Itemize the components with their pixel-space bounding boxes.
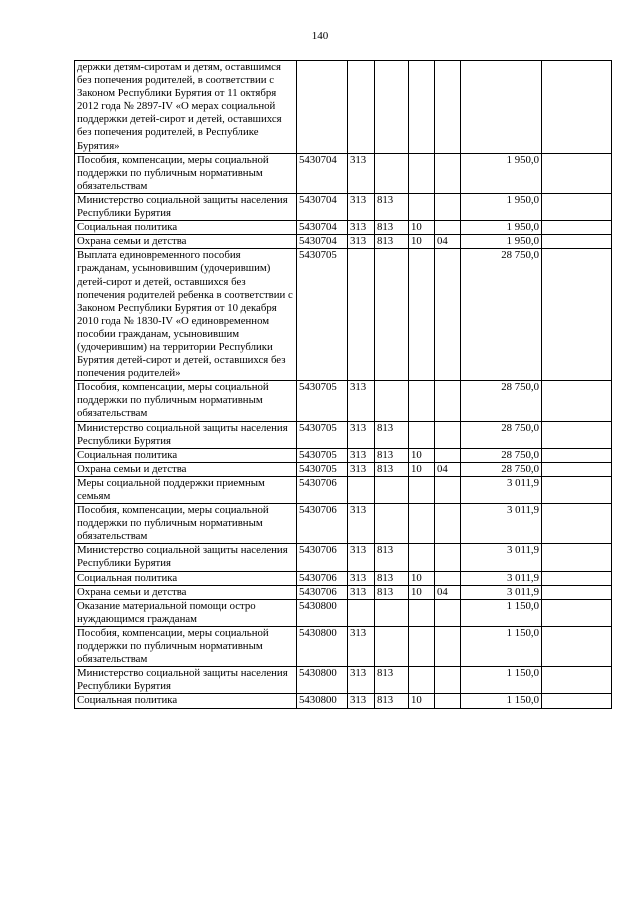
section-cell: 10: [409, 571, 435, 585]
section-cell: [409, 504, 435, 544]
ministry-code-cell: [375, 381, 409, 421]
row-name-cell: Социальная политика: [75, 694, 297, 708]
expense-type-cell: [348, 476, 375, 503]
ministry-code-cell: [375, 504, 409, 544]
expense-type-cell: 313: [348, 421, 375, 448]
ministry-code-cell: [375, 153, 409, 193]
expense-type-cell: 313: [348, 667, 375, 694]
extra-cell: [542, 448, 612, 462]
section-cell: [409, 381, 435, 421]
amount-cell: 3 011,9: [461, 476, 542, 503]
ministry-code-cell: [375, 626, 409, 666]
row-name-cell: Социальная политика: [75, 221, 297, 235]
row-name-cell: Социальная политика: [75, 571, 297, 585]
table-row: [75, 448, 612, 462]
ministry-code-cell: [375, 599, 409, 626]
ministry-code-cell: 813: [375, 585, 409, 599]
subsection-cell: [435, 667, 461, 694]
row-name-cell: Выплата единовременного пособия гражданам, усыновившим (удочерившим) детей-сирот и детей, оставшихся без попечения родителей ребенка в соответствии с Законом Республики Бурятия от 10 декабря 2010 года № 1830-IV «О единовременном пособии гражданам, усыновившим (удочерившим) на территории Республики Бурятия детей-сирот и детей, оставшихся без попечения родителей»: [75, 249, 297, 381]
target-article-cell: 5430706: [297, 544, 348, 571]
row-name-cell: Охрана семьи и детства: [75, 235, 297, 249]
row-name-cell: держки детям-сиротам и детям, оставшимся без попечения родителей, в соответствии с Законом Республики Бурятия от 11 октября 2012 года № 2897-IV «О мерах социальной поддержки детей-сирот и детей, оставшихся без попечения родителей, в Республике Бурятия»: [75, 61, 297, 154]
subsection-cell: [435, 448, 461, 462]
target-article-cell: 5430705: [297, 421, 348, 448]
extra-cell: [542, 585, 612, 599]
ministry-code-cell: 813: [375, 221, 409, 235]
subsection-cell: [435, 153, 461, 193]
ministry-code-cell: 813: [375, 544, 409, 571]
subsection-cell: [435, 694, 461, 708]
expense-type-cell: 313: [348, 448, 375, 462]
ministry-code-cell: 813: [375, 235, 409, 249]
subsection-cell: [435, 476, 461, 503]
expense-type-cell: [348, 61, 375, 154]
subsection-cell: 04: [435, 235, 461, 249]
table-row: [75, 153, 612, 193]
target-article-cell: 5430705: [297, 462, 348, 476]
row-name-cell: Меры социальной поддержки приемным семьям: [75, 476, 297, 503]
section-cell: 10: [409, 235, 435, 249]
amount-cell: 28 750,0: [461, 249, 542, 381]
section-cell: 10: [409, 448, 435, 462]
extra-cell: [542, 421, 612, 448]
table-row: [75, 626, 612, 666]
extra-cell: [542, 153, 612, 193]
budget-table: [74, 60, 612, 709]
expense-type-cell: 313: [348, 381, 375, 421]
amount-cell: 1 950,0: [461, 235, 542, 249]
subsection-cell: [435, 571, 461, 585]
extra-cell: [542, 381, 612, 421]
section-cell: 10: [409, 221, 435, 235]
amount-cell: 28 750,0: [461, 462, 542, 476]
extra-cell: [542, 544, 612, 571]
expense-type-cell: 313: [348, 504, 375, 544]
ministry-code-cell: 813: [375, 421, 409, 448]
section-cell: 10: [409, 585, 435, 599]
row-name-cell: Пособия, компенсации, меры социальной поддержки по публичным нормативным обязательствам: [75, 153, 297, 193]
expense-type-cell: 313: [348, 544, 375, 571]
expense-type-cell: 313: [348, 193, 375, 220]
target-article-cell: 5430706: [297, 504, 348, 544]
amount-cell: 3 011,9: [461, 504, 542, 544]
section-cell: [409, 193, 435, 220]
row-name-cell: Охрана семьи и детства: [75, 462, 297, 476]
row-name-cell: Министерство социальной защиты населения Республики Бурятия: [75, 544, 297, 571]
amount-cell: 28 750,0: [461, 381, 542, 421]
target-article-cell: 5430705: [297, 381, 348, 421]
subsection-cell: [435, 249, 461, 381]
table-row: [75, 193, 612, 220]
amount-cell: 28 750,0: [461, 421, 542, 448]
section-cell: 10: [409, 462, 435, 476]
row-name-cell: Оказание материальной помощи остро нуждающимся гражданам: [75, 599, 297, 626]
table-row: [75, 235, 612, 249]
amount-cell: 1 950,0: [461, 153, 542, 193]
ministry-code-cell: 813: [375, 462, 409, 476]
table-row: [75, 667, 612, 694]
subsection-cell: 04: [435, 585, 461, 599]
amount-cell: 3 011,9: [461, 544, 542, 571]
extra-cell: [542, 626, 612, 666]
target-article-cell: 5430704: [297, 193, 348, 220]
section-cell: [409, 667, 435, 694]
section-cell: [409, 626, 435, 666]
table-row: [75, 381, 612, 421]
table-row: [75, 504, 612, 544]
amount-cell: 3 011,9: [461, 585, 542, 599]
table-row: [75, 61, 612, 154]
table-row: [75, 476, 612, 503]
expense-type-cell: 313: [348, 153, 375, 193]
ministry-code-cell: 813: [375, 667, 409, 694]
extra-cell: [542, 193, 612, 220]
subsection-cell: [435, 221, 461, 235]
expense-type-cell: [348, 249, 375, 381]
amount-cell: 1 150,0: [461, 599, 542, 626]
target-article-cell: 5430800: [297, 667, 348, 694]
amount-cell: 1 150,0: [461, 626, 542, 666]
subsection-cell: [435, 61, 461, 154]
subsection-cell: [435, 599, 461, 626]
expense-type-cell: 313: [348, 626, 375, 666]
ministry-code-cell: 813: [375, 571, 409, 585]
target-article-cell: [297, 61, 348, 154]
amount-cell: 1 950,0: [461, 221, 542, 235]
expense-type-cell: 313: [348, 694, 375, 708]
table-row: [75, 544, 612, 571]
row-name-cell: Охрана семьи и детства: [75, 585, 297, 599]
target-article-cell: 5430706: [297, 476, 348, 503]
extra-cell: [542, 667, 612, 694]
target-article-cell: 5430704: [297, 153, 348, 193]
amount-cell: 1 150,0: [461, 694, 542, 708]
table-row: [75, 599, 612, 626]
section-cell: [409, 544, 435, 571]
expense-type-cell: 313: [348, 235, 375, 249]
subsection-cell: [435, 381, 461, 421]
amount-cell: [461, 61, 542, 154]
expense-type-cell: 313: [348, 571, 375, 585]
target-article-cell: 5430800: [297, 599, 348, 626]
section-cell: [409, 421, 435, 448]
subsection-cell: [435, 193, 461, 220]
table-row: [75, 571, 612, 585]
target-article-cell: 5430705: [297, 249, 348, 381]
target-article-cell: 5430800: [297, 694, 348, 708]
table-row: [75, 249, 612, 381]
expense-type-cell: 313: [348, 221, 375, 235]
table-row: [75, 221, 612, 235]
amount-cell: 1 950,0: [461, 193, 542, 220]
extra-cell: [542, 221, 612, 235]
table-row: [75, 462, 612, 476]
extra-cell: [542, 571, 612, 585]
subsection-cell: [435, 421, 461, 448]
extra-cell: [542, 476, 612, 503]
target-article-cell: 5430800: [297, 626, 348, 666]
row-name-cell: Пособия, компенсации, меры социальной поддержки по публичным нормативным обязательствам: [75, 626, 297, 666]
table-row: [75, 694, 612, 708]
amount-cell: 3 011,9: [461, 571, 542, 585]
row-name-cell: Пособия, компенсации, меры социальной поддержки по публичным нормативным обязательствам: [75, 504, 297, 544]
extra-cell: [542, 504, 612, 544]
row-name-cell: Министерство социальной защиты населения Республики Бурятия: [75, 667, 297, 694]
subsection-cell: [435, 626, 461, 666]
amount-cell: 28 750,0: [461, 448, 542, 462]
extra-cell: [542, 249, 612, 381]
section-cell: [409, 476, 435, 503]
table-body: [75, 61, 612, 709]
ministry-code-cell: 813: [375, 193, 409, 220]
ministry-code-cell: [375, 61, 409, 154]
extra-cell: [542, 61, 612, 154]
extra-cell: [542, 235, 612, 249]
row-name-cell: Пособия, компенсации, меры социальной поддержки по публичным нормативным обязательствам: [75, 381, 297, 421]
expense-type-cell: 313: [348, 585, 375, 599]
row-name-cell: Социальная политика: [75, 448, 297, 462]
subsection-cell: 04: [435, 462, 461, 476]
subsection-cell: [435, 544, 461, 571]
target-article-cell: 5430706: [297, 571, 348, 585]
target-article-cell: 5430704: [297, 235, 348, 249]
row-name-cell: Министерство социальной защиты населения Республики Бурятия: [75, 421, 297, 448]
page-number: 140: [311, 30, 329, 42]
expense-type-cell: [348, 599, 375, 626]
section-cell: [409, 153, 435, 193]
table-row: [75, 585, 612, 599]
extra-cell: [542, 462, 612, 476]
ministry-code-cell: [375, 249, 409, 381]
ministry-code-cell: 813: [375, 694, 409, 708]
subsection-cell: [435, 504, 461, 544]
extra-cell: [542, 694, 612, 708]
target-article-cell: 5430706: [297, 585, 348, 599]
ministry-code-cell: 813: [375, 448, 409, 462]
target-article-cell: 5430704: [297, 221, 348, 235]
target-article-cell: 5430705: [297, 448, 348, 462]
section-cell: [409, 599, 435, 626]
row-name-cell: Министерство социальной защиты населения Республики Бурятия: [75, 193, 297, 220]
section-cell: 10: [409, 694, 435, 708]
extra-cell: [542, 599, 612, 626]
table-row: [75, 421, 612, 448]
section-cell: [409, 61, 435, 154]
amount-cell: 1 150,0: [461, 667, 542, 694]
ministry-code-cell: [375, 476, 409, 503]
expense-type-cell: 313: [348, 462, 375, 476]
section-cell: [409, 249, 435, 381]
